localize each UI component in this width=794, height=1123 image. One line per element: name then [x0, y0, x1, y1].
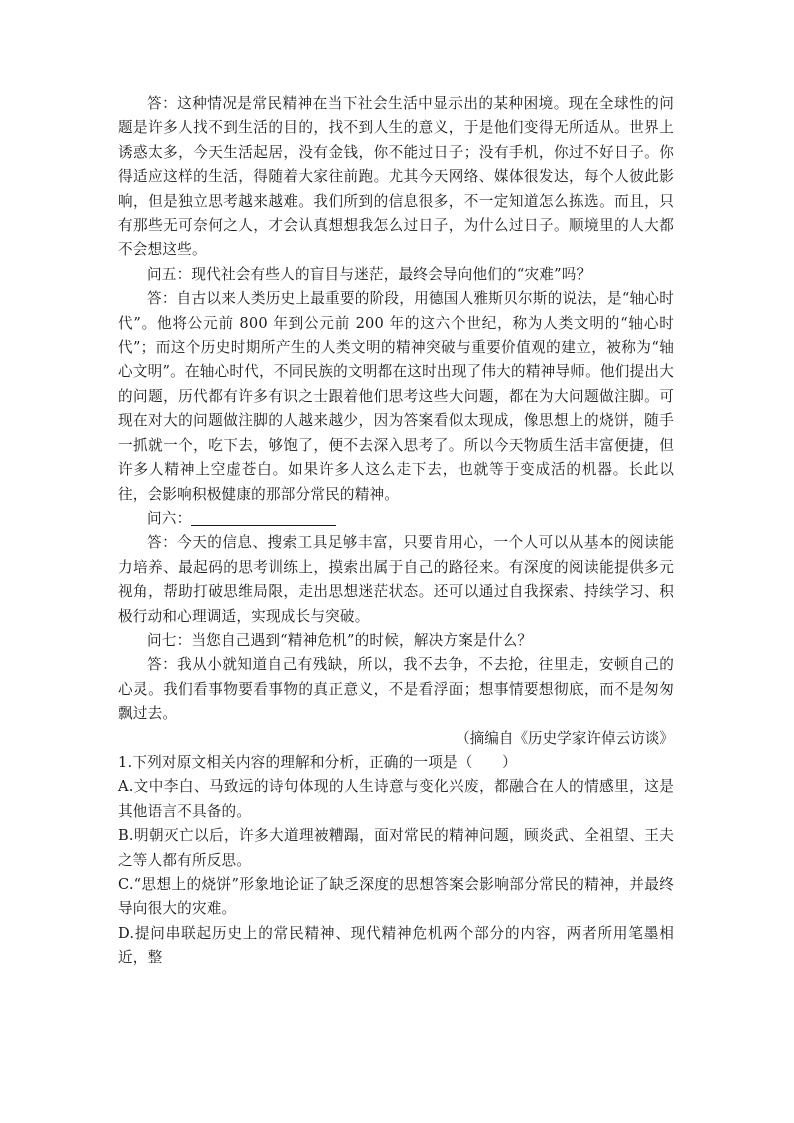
document-body: [118, 92, 674, 971]
question-1-option-b: B.明朝灭亡以后，许多大道理被糟蹋，面对常民的精神问题，顾炎武、全祖望、王夫之等人都有所反思。: [118, 827, 674, 869]
question-5-paragraph: 问五：现代社会有些人的盲目与迷茫，最终会导向他们的“灾难”吗？: [147, 265, 592, 283]
source-citation: （摘编自《历史学家许倬云访谈》: [455, 729, 674, 747]
answer-7-paragraph: 答：我从小就知道自己有残缺，所以，我不去争，不去抢，往里走，安顿自己的心灵。我们看事物要看事物的真正意义，不是看浮面；想事情要想彻底，而不是匆匆飘过去。: [118, 656, 674, 723]
answer-blank-line: [191, 509, 336, 526]
question-7-paragraph: 问七：当您自己遇到“精神危机”的时候，解决方案是什么？: [147, 631, 533, 649]
question-6-paragraph: [118, 507, 674, 531]
answer-4-paragraph: 答：这种情况是常民精神在当下社会生活中显示出的某种困境。现在全球性的问题是许多人找不到生活的目的，找不到人生的意义，于是他们变得无所适从。世界上诱惑太多，今天生活起居，没有金钱，你不能过日子；没有手机，你过不好日子。你得适应这样的生活，得随着大家往前跑。尤其今天网络、媒体很发达，每个人彼此影响，但是独立思考越来越难。我们所到的信息很多，不一定知道怎么拣选。而且，只有那些无可奈何之人，才会认真想想我怎么过日子，为什么过日子。顺境里的人大都不会想这些。: [118, 95, 674, 259]
question-1-option-d: D.提问串联起历史上的常民精神、现代精神危机两个部分的内容，两者所用笔墨相近，整: [118, 924, 674, 967]
answer-6-paragraph: 答：今天的信息、搜索工具足够丰富，只要肯用心，一个人可以从基本的阅读能力培养、最起码的思考训练上，摸索出属于自己的路径来。有深度的阅读能提供多元视角，帮助打破思维局限，走出思想迷茫状态。还可以通过自我探索、持续学习、积极行动和心理调适，实现成长与突破。: [118, 534, 674, 625]
question-1-option-a: A.文中李白、马致远的诗句体现的人生诗意与变化兴废，都融合在人的情感里，这是其他语言不具备的。: [118, 778, 674, 820]
answer-5-paragraph: 答：自古以来人类历史上最重要的阶段，用德国人雅斯贝尔斯的说法，是“轴心时代”。他将公元前 800 年到公元前 200 年的这六个世纪，称为人类文明的“轴心时代”；而这个历史时期所产生的人类文明的精神突破与重要价值观的建立，被称为“轴心文明”。在轴心时代，不同民族的文明都在这时出现了伟大的精神导师。他们提出大的问题，历代都有许多有识之士跟着他们思考这些大问题，都在为大问题做注脚。可现在对大的问题做注脚的人越来越少，因为答案看似太现成，像思想上的烧饼，随手一抓就一个，吃下去，够饱了，便不去深入思考了。所以今天物质生活丰富便捷，但许多人精神上空虚苍白。如果许多人这么走下去，也就等于变成活的机器。长此以往，会影响积极健康的那部分常民的精神。: [118, 290, 674, 503]
question-6-label: 问六：: [147, 509, 192, 527]
question-1-stem: 1.下列对原文相关内容的理解和分析，正确的一项是（ ）: [118, 753, 517, 771]
question-1-option-c: C.“思想上的烧饼”形象地论证了缺乏深度的思想答案会影响部分常民的精神，并最终导向很大的灾难。: [118, 876, 674, 918]
